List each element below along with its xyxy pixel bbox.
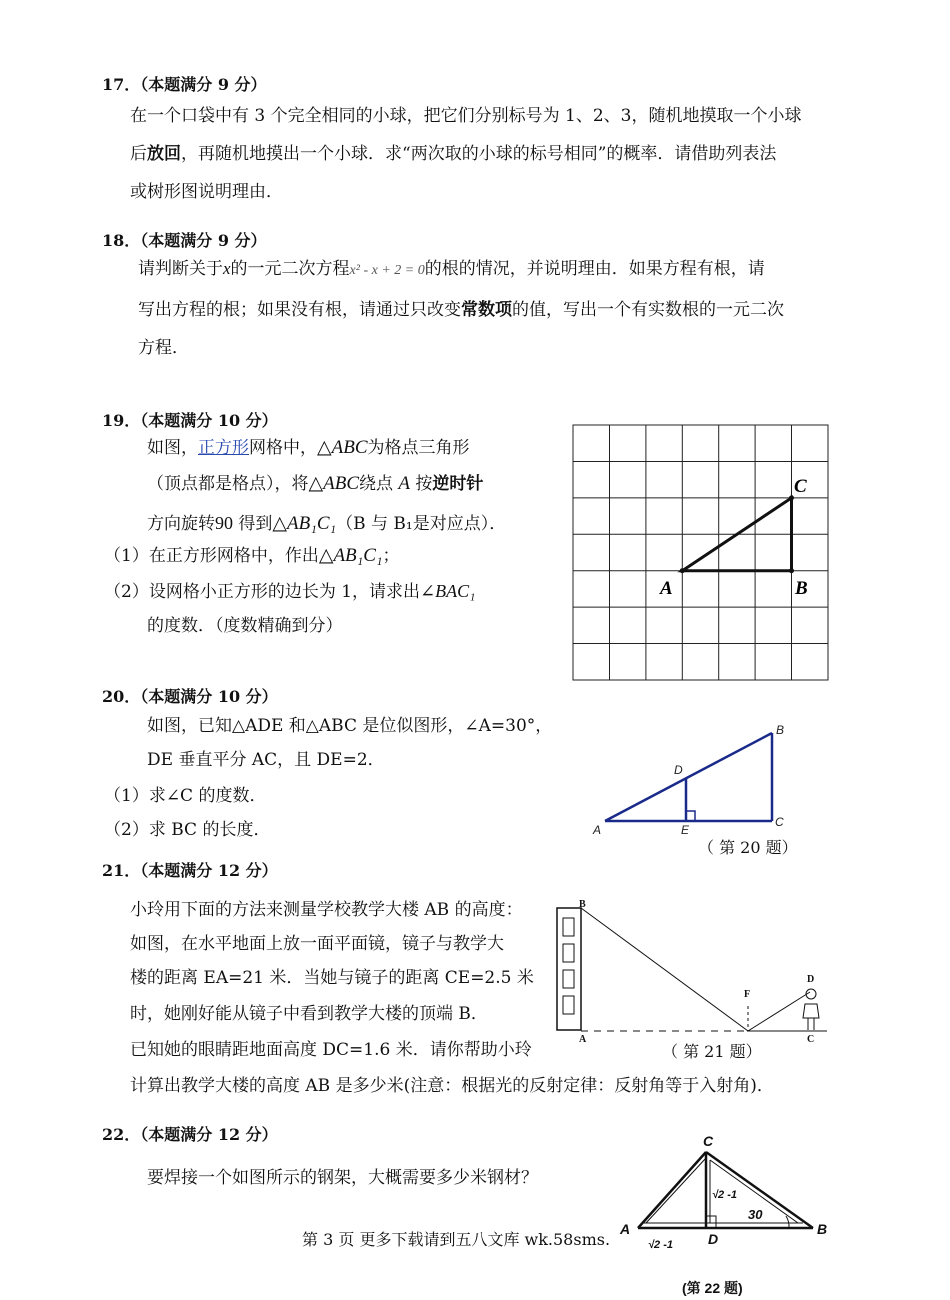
q22-len-ad: √2 -1 xyxy=(648,1239,673,1251)
q19-label-a: A xyxy=(660,578,673,599)
q20-label-a: A xyxy=(593,823,602,837)
q22-header: 22．（本题满分 12 分） xyxy=(102,1125,278,1144)
q20-caption: （ 第 20 题） xyxy=(698,838,798,857)
q19-label-c: C xyxy=(794,476,807,497)
q19-grid-figure xyxy=(572,424,830,682)
q22-figure xyxy=(618,1130,838,1260)
q19-label-b: B xyxy=(795,578,808,599)
q22-label-c: C xyxy=(703,1133,714,1149)
q21-label-a: A xyxy=(579,1034,587,1045)
q17-line3: 或树形图说明理由． xyxy=(130,182,283,202)
q20-line1: 如图，已知△ADE 和△ABC 是位似图形，∠A=30°， xyxy=(147,716,553,736)
q20-label-d: D xyxy=(674,763,683,777)
q18-line3: 方程． xyxy=(138,338,189,358)
q19-sub2: （2）设网格小正方形的边长为 1，请求出∠BAC₁ xyxy=(104,581,476,602)
q21-figure xyxy=(552,896,842,1046)
q19-sub2-cont: 的度数．（度数精确到分） xyxy=(147,616,343,636)
q21-line4: 时，她刚好能从镜子中看到教学大楼的顶端 B． xyxy=(130,1004,488,1024)
q20-label-e: E xyxy=(681,823,690,837)
q19-line2: （顶点都是格点），将△ABC绕点 A 按逆时针 xyxy=(147,473,484,494)
q19-header: 19．（本题满分 10 分） xyxy=(102,411,278,430)
q22-len-cb: 30 xyxy=(748,1207,763,1222)
q18-line2: 写出方程的根；如果没有根，请通过只改变常数项的值，写出一个有实数根的一元二次 xyxy=(138,300,784,320)
q21-label-d: D xyxy=(807,974,815,985)
q17-header: 17．（本题满分 9 分） xyxy=(102,75,267,94)
q20-header: 20．（本题满分 10 分） xyxy=(102,687,278,706)
q20-label-c: C xyxy=(775,815,784,829)
q22-len-cd: √2 -1 xyxy=(712,1189,737,1201)
q20-sub2: （2）求 BC 的长度． xyxy=(104,820,271,840)
page-footer: 第 3 页 更多下载请到五八文库 wk.58sms. xyxy=(302,1230,611,1249)
q20-label-b: B xyxy=(776,723,785,737)
q22-line1: 要焊接一个如图所示的钢架，大概需要多少米钢材？ xyxy=(147,1168,538,1188)
q19-line3: 方向旋转90 得到△AB₁C₁（B 与 B₁是对应点）． xyxy=(147,513,507,534)
square-link[interactable]: 正方形 xyxy=(198,438,249,458)
q21-label-f: F xyxy=(744,989,751,1000)
q22-label-d: D xyxy=(708,1231,719,1247)
q17-line2: 后放回，再随机地摸出一个小球．求“两次取的小球的标号相同”的概率．请借助列表法 xyxy=(130,144,777,164)
q18-line1: 请判断关于x的一元二次方程x² - x + 2 = 0的根的情况，并说明理由．如果方程有根，请 xyxy=(138,259,765,279)
q21-line5: 已知她的眼睛距地面高度 DC=1.6 米．请你帮助小玲 xyxy=(130,1040,532,1060)
q20-line2: DE 垂直平分 AC，且 DE=2． xyxy=(147,750,385,770)
q18-header: 18．（本题满分 9 分） xyxy=(102,231,267,250)
q19-sub1: （1）在正方形网格中，作出△AB₁C₁； xyxy=(104,545,400,566)
q22-label-b: B xyxy=(817,1221,828,1237)
q17-line1: 在一个口袋中有 3 个完全相同的小球，把它们分别标号为 1、2、3，随机地摸取一个小球 xyxy=(130,106,802,126)
q21-header: 21．（本题满分 12 分） xyxy=(102,861,278,880)
q20-figure xyxy=(590,718,800,843)
q21-line6: 计算出教学大楼的高度 AB 是多少米(注意：根据光的反射定律：反射角等于入射角)． xyxy=(130,1076,774,1096)
q21-line2: 如图，在水平地面上放一面平面镜，镜子与教学大 xyxy=(130,934,504,954)
q19-line1: 如图，正方形网格中，△ABC为格点三角形 xyxy=(147,437,470,458)
q21-line3: 楼的距离 EA=21 米．当她与镜子的距离 CE=2.5 米 xyxy=(130,968,534,988)
q20-sub1: （1）求∠C 的度数． xyxy=(104,786,267,806)
q22-caption: (第 22 题) xyxy=(682,1280,743,1296)
q21-label-b: B xyxy=(579,899,586,910)
q22-label-a: A xyxy=(620,1221,631,1237)
q21-line1: 小玲用下面的方法来测量学校教学大楼 AB 的高度： xyxy=(130,900,523,920)
q21-caption: （ 第 21 题） xyxy=(662,1042,762,1061)
q21-label-c: C xyxy=(807,1034,815,1045)
